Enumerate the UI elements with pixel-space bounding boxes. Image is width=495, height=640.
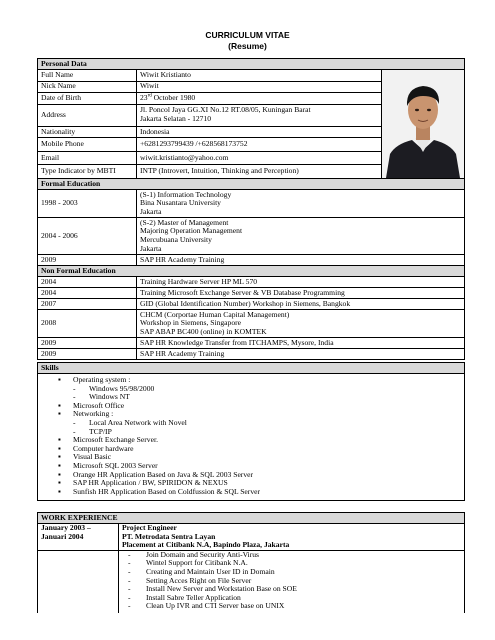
value-mobile-phone: +6281293799439 /+628568173752 (137, 138, 382, 152)
duty-item: - Wintel Support for Citibank N.A. (122, 559, 461, 568)
nonformal-detail: SAP HR Academy Training (137, 349, 465, 360)
formal-period: 1998 - 2003 (38, 190, 137, 218)
skill-subitem: - Windows 95/98/2000 (41, 385, 461, 394)
photo-cell (382, 70, 465, 179)
duty-item: - Clean Up IVR and CTI Server base on UNIX (122, 602, 461, 611)
skill-item: ▪ Operating system : (41, 376, 461, 385)
label-date-of-birth: Date of Birth (38, 93, 137, 105)
work-duties (122, 551, 461, 611)
skill-item: ▪ Orange HR Application Based on Java & SQL 2003 Server (41, 471, 461, 480)
skill-item: ▪ Visual Basic (41, 453, 461, 462)
section-work-experience: WORK EXPERIENCE (38, 513, 465, 524)
personal-education-table (37, 58, 465, 360)
section-personal-data: Personal Data (38, 59, 465, 70)
nonformal-detail: Training Hardware Server HP ML 570 (137, 277, 465, 288)
work-experience-table (37, 512, 465, 613)
formal-detail: (S-2) Master of Management Majoring Operation Management Mercubuana University Jakarta (137, 218, 465, 255)
work-period-blank (38, 550, 119, 613)
skill-item: ▪ Computer hardware (41, 445, 461, 454)
section-non-formal-education: Non Formal Education (38, 266, 465, 277)
work-position: Project Engineer PT. Metrodata Sentra Layan Placement at Citibank N.A, Bapindo Plaza, Jakarta (119, 524, 465, 551)
skill-subitem: - Local Area Network with Novel (41, 419, 461, 428)
skill-item: ▪ Microsoft Exchange Server. (41, 436, 461, 445)
nonformal-period: 2004 (38, 277, 137, 288)
skill-item: ▪ Microsoft Office (41, 402, 461, 411)
nonformal-detail: Training Microsoft Exchange Server & VB Database Programming (137, 288, 465, 299)
nonformal-period: 2009 (38, 338, 137, 349)
label-mobile-phone: Mobile Phone (38, 138, 137, 152)
formal-period: 2009 (38, 255, 137, 266)
duty-item: - Join Domain and Security Anti-Virus (122, 551, 461, 560)
skill-subitem: - Windows NT (41, 393, 461, 402)
skills-list-cell (38, 374, 465, 501)
value-nick-name: Wiwit (137, 81, 382, 93)
skill-item: ▪ Sunfish HR Application Based on Coldfussion & SQL Server (41, 488, 461, 497)
value-date-of-birth: 23rd October 1980 (137, 93, 382, 105)
section-skills: Skills (38, 363, 465, 374)
profile-photo (382, 70, 464, 178)
label-address: Address (38, 104, 137, 126)
label-nick-name: Nick Name (38, 81, 137, 93)
formal-detail: (S-1) Information Technology Bina Nusantara University Jakarta (137, 190, 465, 218)
skill-item: ▪ Networking : (41, 410, 461, 419)
cv-subtitle: (Resume) (228, 41, 267, 51)
skills-list (41, 376, 461, 496)
nonformal-detail: GID (Global Identification Number) Workshop in Siemens, Bangkok (137, 299, 465, 310)
formal-period: 2004 - 2006 (38, 218, 137, 255)
label-email: Email (38, 151, 137, 165)
nonformal-period: 2008 (38, 310, 137, 338)
duty-item: - Install Sabre Teller Application (122, 594, 461, 603)
duty-item: - Setting Acces Right on File Server (122, 577, 461, 586)
duty-item: - Install New Server and Workstation Base on SOE (122, 585, 461, 594)
value-address: Jl. Poncol Jaya GG.XI No.12 RT.08/05, Kuningan Barat Jakarta Selatan - 12710 (137, 104, 382, 126)
skill-item: ▪ Microsoft SQL 2003 Server (41, 462, 461, 471)
formal-detail: SAP HR Academy Training (137, 255, 465, 266)
label-mbti: Type Indicator by MBTI (38, 165, 137, 179)
label-full-name: Full Name (38, 70, 137, 82)
nonformal-detail: SAP HR Knowledge Transfer from ITCHAMPS, Mysore, India (137, 338, 465, 349)
label-nationality: Nationality (38, 126, 137, 138)
value-mbti: INTP (Introvert, Intuition, Thinking and Perception) (137, 165, 382, 179)
skills-table (37, 362, 465, 501)
nonformal-period: 2007 (38, 299, 137, 310)
nonformal-period: 2004 (38, 288, 137, 299)
cv-title: CURRICULUM VITAE (205, 30, 290, 40)
work-duties-cell (119, 550, 465, 613)
duty-item: - Creating and Maintain User ID in Domain (122, 568, 461, 577)
value-email: wiwit.kristianto@yahoo.com (137, 151, 382, 165)
value-nationality: Indonesia (137, 126, 382, 138)
value-full-name: Wiwit Kristianto (137, 70, 382, 82)
nonformal-period: 2009 (38, 349, 137, 360)
section-formal-education: Formal Education (38, 179, 465, 190)
skill-item: ▪ SAP HR Application / BW, SPIRIDON & NEXUS (41, 479, 461, 488)
nonformal-detail: CHCM (Corportae Human Capital Management) Workshop in Siemens, Singapore SAP ABAP BC400 (online) in KOMTEK (137, 310, 465, 338)
work-period: January 2003 – Januari 2004 (38, 524, 119, 551)
skill-subitem: - TCP/IP (41, 428, 461, 437)
